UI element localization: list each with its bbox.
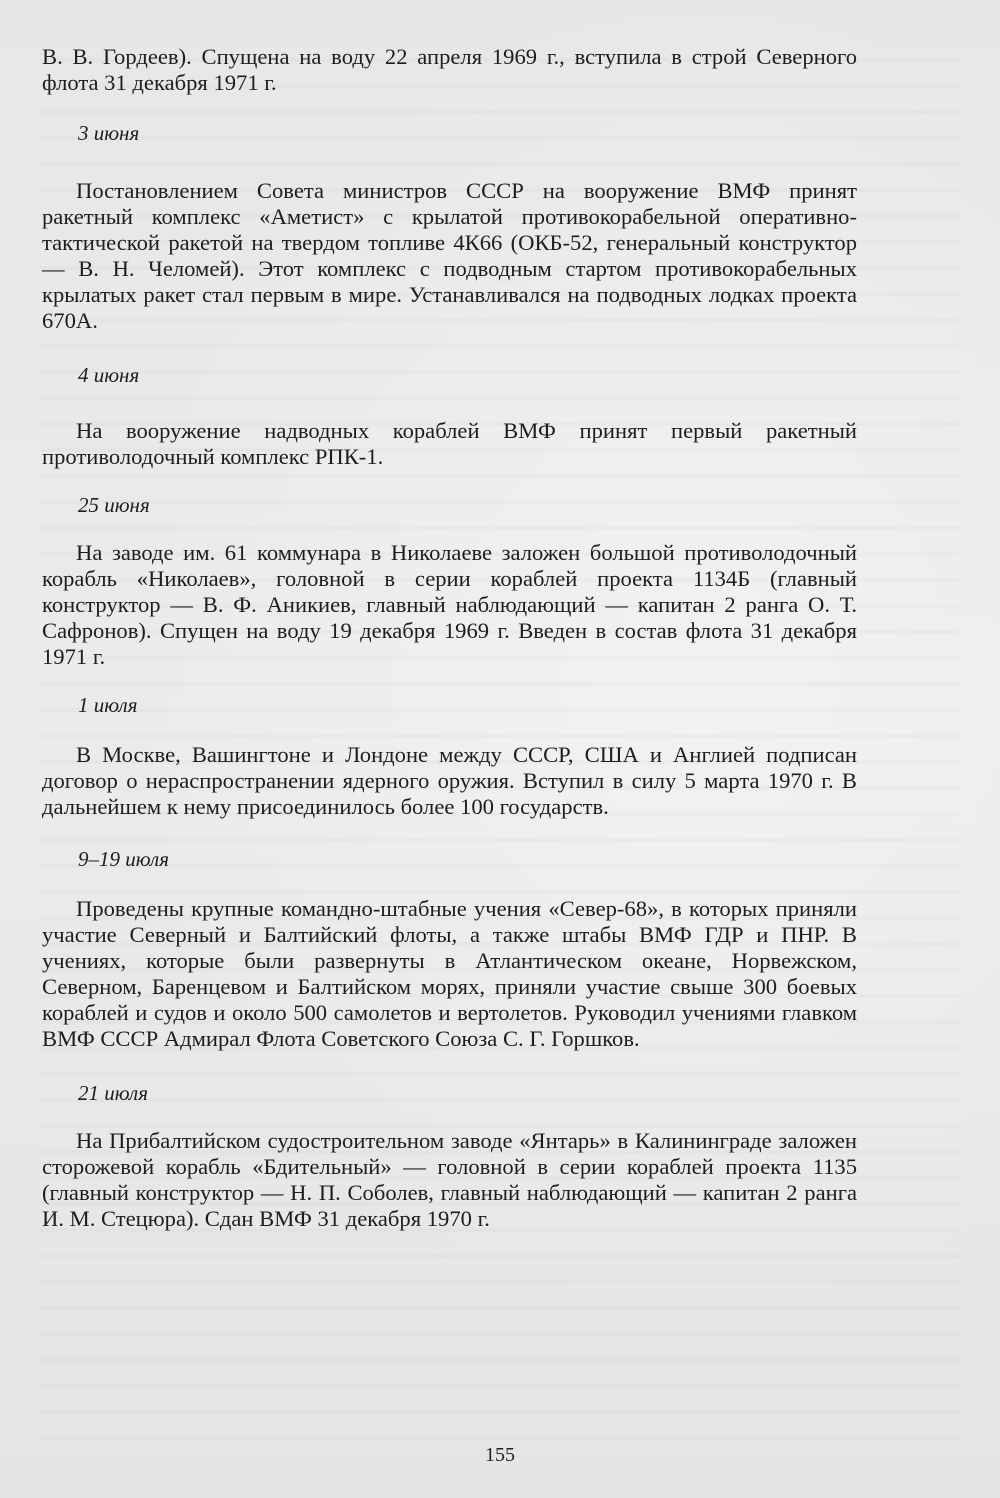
entry-date: 4 июня xyxy=(78,363,140,387)
entry-text: На Прибалтийском судостроительном заводе «Янтарь» в Калининграде заложен сторожевой корабль «Бдительный» — головной в серии кораблей проекта 1135 (главный конструктор — Н. П. Соболев, главный наблюдающий — капитан 2 ранга И. М. Стецюра). Сдан ВМФ 31 декабря 1970 г. xyxy=(42,1128,857,1231)
page-number: 155 xyxy=(485,1444,515,1466)
entry-date: 1 июля xyxy=(78,693,138,717)
entry-text: Проведены крупные командно-штабные учения «Север-68», в которых приняли участие Северный и Балтийский флоты, а также штабы ВМФ ГДР и ПНР. В учениях, которые были развернуты в Атлантическом океане, Норвежском, Северном, Баренцевом и Балтийском морях, приняли участие свыше 300 боевых кораблей и судов и около 500 самолетов и вертолетов. Руководил учениями главком ВМФ СССР Адмирал Флота Советского Союза С. Г. Горшков. xyxy=(42,896,857,1051)
entry-text: На вооружение надводных кораблей ВМФ принят первый ракетный противолодочный комплекс РПК-1. xyxy=(42,418,857,469)
entry-text: В. В. Гордеев). Спущена на воду 22 апреля 1969 г., вступила в строй Северного флота 31 декабря 1971 г. xyxy=(42,44,857,95)
entry-date: 3 июня xyxy=(78,121,140,145)
entry-text: В Москве, Вашингтоне и Лондоне между СССР, США и Англией подписан договор о нераспространении ядерного оружия. Вступил в силу 5 марта 1970 г. В дальнейшем к нему присоединилось более 100 государств. xyxy=(42,742,857,819)
entry-text: Постановлением Совета министров СССР на вооружение ВМФ принят ракетный комплекс «Аметист» с крылатой противокорабельной оперативно-тактической ракетой на твердом топливе 4К66 (ОКБ-52, генеральный конструктор — В. Н. Челомей). Этот комплекс с подводным стартом противокорабельных крылатых ракет стал первым в мире. Устанавливался на подводных лодках проекта 670А. xyxy=(42,178,857,333)
entry-date: 21 июля xyxy=(78,1081,148,1105)
entry-date: 9–19 июля xyxy=(78,847,169,871)
entry-date: 25 июня xyxy=(78,493,150,517)
page-content xyxy=(42,40,857,1232)
entry-text: На заводе им. 61 коммунара в Николаеве заложен большой противолодочный корабль «Николаев», головной в серии кораблей проекта 1134Б (главный конструктор — В. Ф. Аникиев, главный наблюдающий — капитан 2 ранга О. Т. Сафронов). Спущен на воду 19 декабря 1969 г. Введен в состав флота 31 декабря 1971 г. xyxy=(42,540,857,669)
